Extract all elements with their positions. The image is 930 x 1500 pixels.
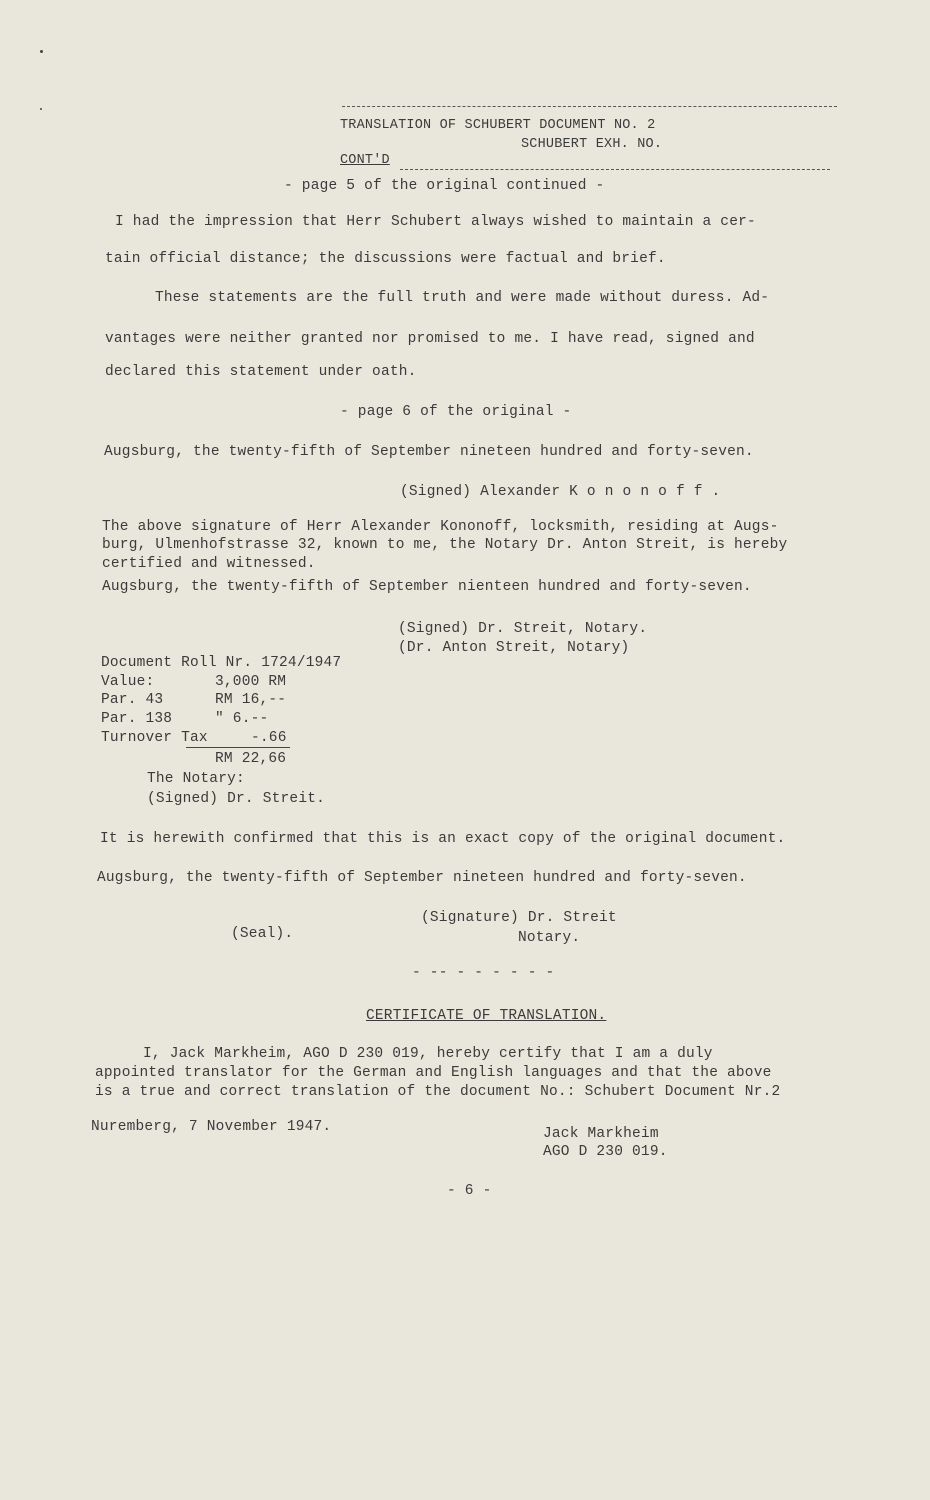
signature-streit: (Signed) Dr. Streit, Notary. <box>398 621 648 637</box>
signature-streit-confirmation: (Signature) Dr. Streit <box>421 910 617 926</box>
certificate-line: appointed translator for the German and English languages and that the above <box>95 1065 772 1081</box>
place-date: Augsburg, the twenty-fifth of September nienteen hundred and forty-seven. <box>102 579 752 595</box>
fee-value: 3,000 RM <box>215 674 287 690</box>
confirmation-line: It is herewith confirmed that this is an exact copy of the original document. <box>100 831 786 847</box>
fee-label: Turnover Tax <box>101 730 208 746</box>
document-roll: Document Roll Nr. 1724/1947 <box>101 655 342 671</box>
fee-sum-rule <box>186 747 290 748</box>
place-date: Nuremberg, 7 November 1947. <box>91 1119 332 1135</box>
fee-value: " 6.-- <box>215 711 269 727</box>
notary-signed: (Signed) Dr. Streit. <box>147 791 326 807</box>
fee-label: Par. 138 <box>101 711 173 727</box>
signature-streit-full: (Dr. Anton Streit, Notary) <box>398 640 630 656</box>
page5-marker: - page 5 of the original continued - <box>284 178 605 194</box>
page-speck <box>40 50 43 53</box>
document-title: TRANSLATION OF SCHUBERT DOCUMENT NO. 2 <box>340 118 656 133</box>
certification-line: burg, Ulmenhofstrasse 32, known to me, the Notary Dr. Anton Streit, is hereby <box>102 537 788 553</box>
paragraph-line: vantages were neither granted nor promised to me. I have read, signed and <box>105 331 755 347</box>
header-dashed-rule-bottom <box>400 169 830 170</box>
paragraph-line: These statements are the full truth and were made without duress. Ad- <box>155 290 770 306</box>
page6-marker: - page 6 of the original - <box>340 404 572 420</box>
exhibit-label: SCHUBERT EXH. NO. <box>521 137 663 152</box>
certification-line: certified and witnessed. <box>102 556 316 572</box>
paragraph-line: tain official distance; the discussions were factual and brief. <box>105 251 666 267</box>
fee-total: RM 22,66 <box>215 751 287 767</box>
notary-title: Notary. <box>518 930 581 946</box>
place-date: Augsburg, the twenty-fifth of September nineteen hundred and forty-seven. <box>97 870 747 886</box>
certificate-heading: CERTIFICATE OF TRANSLATION. <box>366 1008 607 1024</box>
page-speck <box>40 108 42 110</box>
fee-label: Value: <box>101 674 155 690</box>
fee-value: -.66 <box>251 730 287 746</box>
notary-label: The Notary: <box>147 771 245 787</box>
header-dashed-rule-top <box>342 106 837 107</box>
contd-label: CONT'D <box>340 153 390 168</box>
translator-name: Jack Markheim <box>543 1126 659 1142</box>
fee-label: Par. 43 <box>101 692 164 708</box>
certification-line: The above signature of Herr Alexander Kononoff, locksmith, residing at Augs- <box>102 519 779 535</box>
place-date: Augsburg, the twenty-fifth of September nineteen hundred and forty-seven. <box>104 444 754 460</box>
signature-kononoff: (Signed) Alexander K o n o n o f f . <box>400 484 721 500</box>
paragraph-line: I had the impression that Herr Schubert always wished to maintain a cer- <box>115 214 756 230</box>
certificate-line: is a true and correct translation of the document No.: Schubert Document Nr.2 <box>95 1084 781 1100</box>
seal-label: (Seal). <box>231 926 294 942</box>
paragraph-line: declared this statement under oath. <box>105 364 417 380</box>
fee-value: RM 16,-- <box>215 692 287 708</box>
page-number: - 6 - <box>447 1183 492 1199</box>
certificate-line: I, Jack Markheim, AGO D 230 019, hereby certify that I am a duly <box>143 1046 713 1062</box>
translator-id: AGO D 230 019. <box>543 1144 668 1160</box>
section-separator: - -- - - - - - - <box>412 965 555 981</box>
